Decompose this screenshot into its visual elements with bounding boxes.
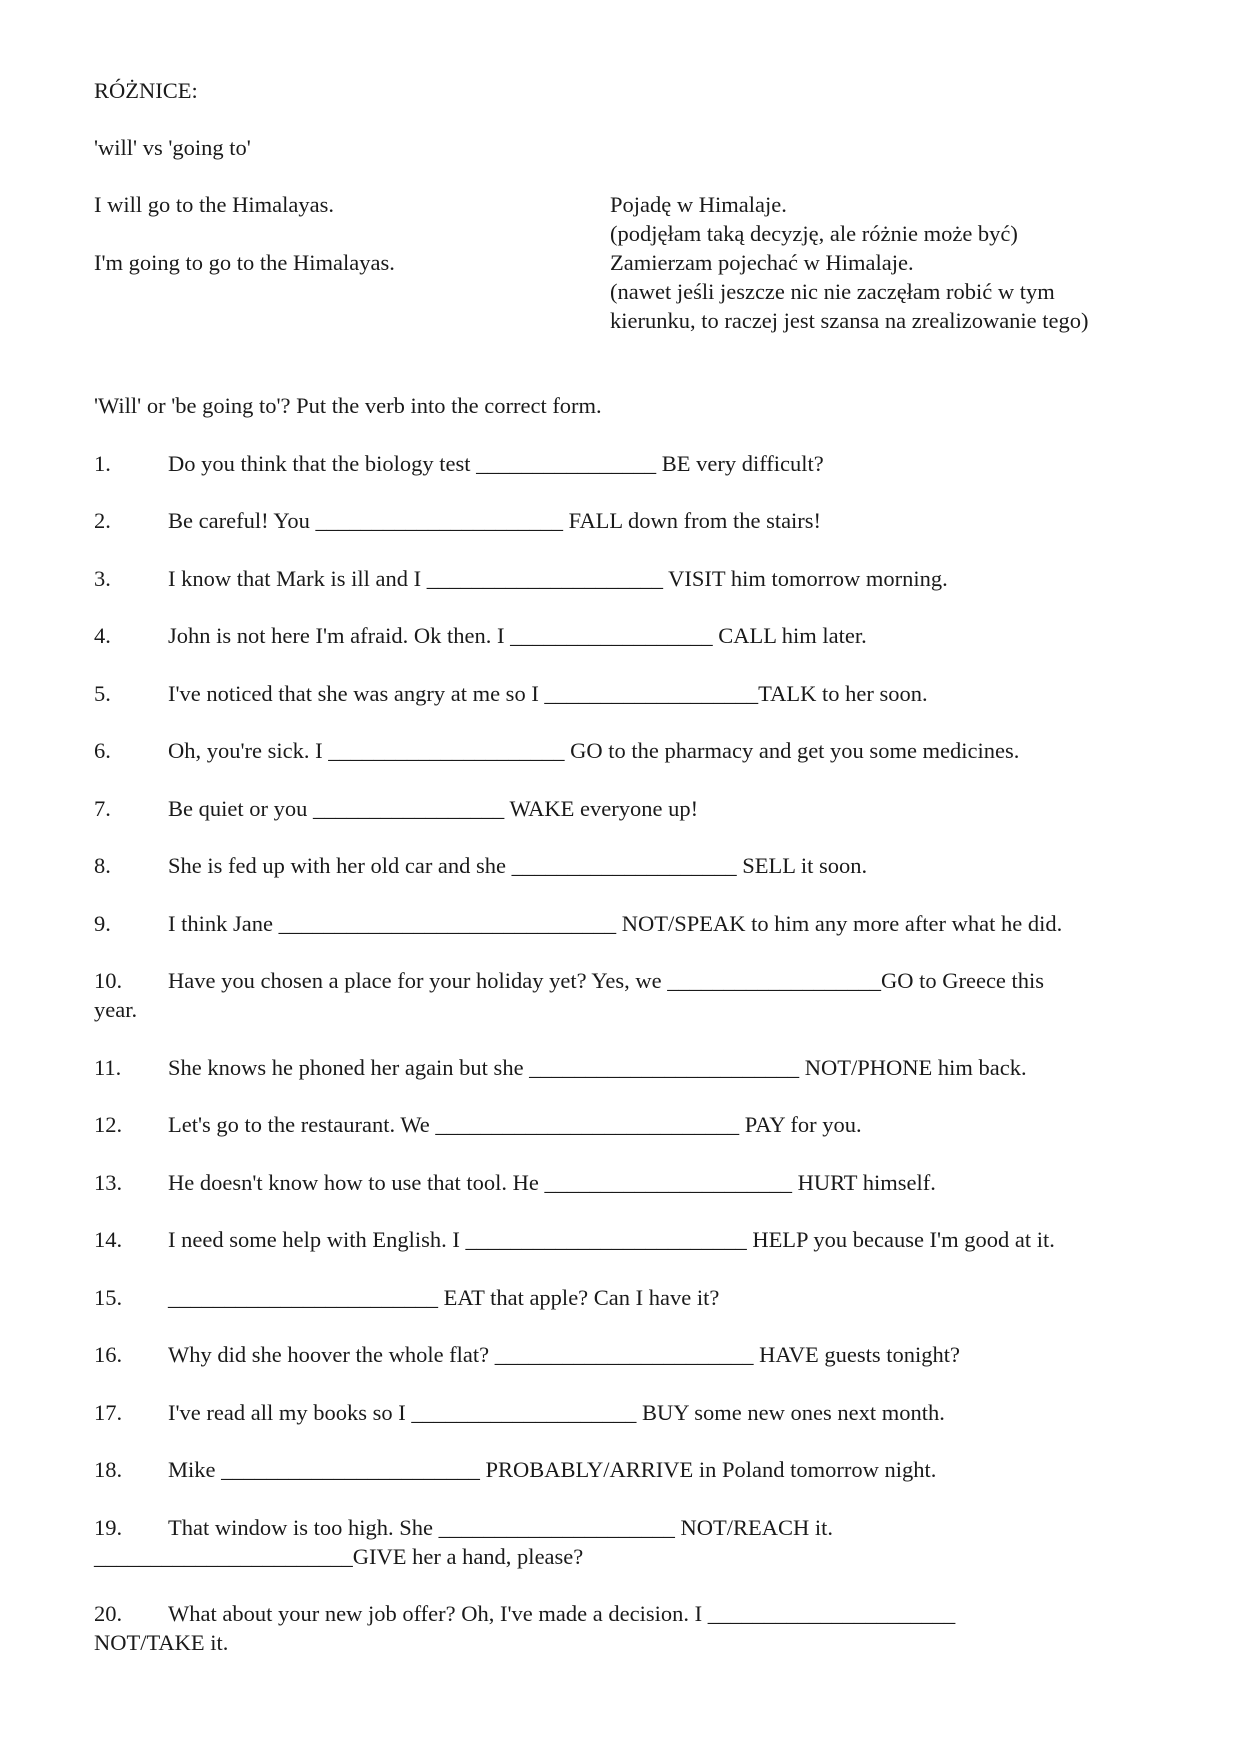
exercise-text: John is not here I'm afraid. Ok then. I __________________ CALL him later. <box>168 623 867 648</box>
exercise-number: 8. <box>94 853 111 878</box>
exercise-number: 2. <box>94 508 111 533</box>
exercise-text: I need some help with English. I _________________________ HELP you because I'm good at it. <box>168 1227 1055 1252</box>
exercise-text: I know that Mark is ill and I _____________________ VISIT him tomorrow morning. <box>168 566 948 591</box>
exercise-number: 20. <box>94 1601 123 1626</box>
exercise-text: He doesn't know how to use that tool. He ______________________ HURT himself. <box>168 1170 936 1195</box>
exercise-number: 4. <box>94 623 111 648</box>
exercise-text: I think Jane ______________________________ NOT/SPEAK to him any more after what he did. <box>168 911 1063 936</box>
exercise-text-continued: _______________________GIVE her a hand, please? <box>94 1544 584 1569</box>
exercise-number: 12. <box>94 1112 123 1137</box>
exercise-text: Be quiet or you _________________ WAKE everyone up! <box>168 796 699 821</box>
exercise-text: Be careful! You ______________________ FALL down from the stairs! <box>168 508 822 533</box>
exercise-text: Mike _______________________ PROBABLY/ARRIVE in Poland tomorrow night. <box>168 1457 937 1482</box>
translation-line: (podjęłam taką decyzję, ale różnie może być) <box>610 221 1018 246</box>
exercise-text: I've read all my books so I ____________________ BUY some new ones next month. <box>168 1400 945 1425</box>
exercise-number: 3. <box>94 566 111 591</box>
translation-line: Pojadę w Himalaje. <box>610 192 787 217</box>
translation-line: (nawet jeśli jeszcze nic nie zaczęłam robić w tym <box>610 279 1055 304</box>
translation-line: kierunku, to raczej jest szansa na zrealizowanie tego) <box>610 308 1089 333</box>
exercise-text-continued: year. <box>94 997 138 1022</box>
exercise-text: Do you think that the biology test ________________ BE very difficult? <box>168 451 824 476</box>
exercise-number: 9. <box>94 911 111 936</box>
exercise-number: 16. <box>94 1342 123 1367</box>
exercise-text: Let's go to the restaurant. We ___________________________ PAY for you. <box>168 1112 862 1137</box>
translation-line: Zamierzam pojechać w Himalaje. <box>610 250 914 275</box>
exercise-text-continued: NOT/TAKE it. <box>94 1630 229 1655</box>
exercise-number: 17. <box>94 1400 123 1425</box>
section-subheading: 'will' vs 'going to' <box>94 135 251 160</box>
exercise-text: She is fed up with her old car and she ____________________ SELL it soon. <box>168 853 868 878</box>
exercise-number: 18. <box>94 1457 123 1482</box>
exercise-text: What about your new job offer? Oh, I've made a decision. I ______________________ <box>168 1601 956 1626</box>
section-heading: RÓŻNICE: <box>94 78 198 103</box>
exercise-number: 1. <box>94 451 111 476</box>
exercise-text: Oh, you're sick. I _____________________ GO to the pharmacy and get you some medicines. <box>168 738 1020 763</box>
exercise-number: 10. <box>94 968 123 993</box>
exercise-text: She knows he phoned her again but she ________________________ NOT/PHONE him back. <box>168 1055 1027 1080</box>
exercise-number: 13. <box>94 1170 123 1195</box>
exercise-number: 14. <box>94 1227 123 1252</box>
exercise-text: Have you chosen a place for your holiday yet? Yes, we ___________________GO to Greece this <box>168 968 1045 993</box>
exercise-number: 6. <box>94 738 111 763</box>
exercise-text: Why did she hoover the whole flat? _______________________ HAVE guests tonight? <box>168 1342 960 1367</box>
exercise-number: 11. <box>94 1055 122 1080</box>
exercise-number: 15. <box>94 1285 123 1310</box>
exercise-text: ________________________ EAT that apple? Can I have it? <box>168 1285 720 1310</box>
exercise-number: 19. <box>94 1515 123 1540</box>
exercise-text: That window is too high. She _____________________ NOT/REACH it. <box>168 1515 833 1540</box>
exercise-number: 7. <box>94 796 111 821</box>
example-going-to-en: I'm going to go to the Himalayas. <box>94 250 395 275</box>
example-will-en: I will go to the Himalayas. <box>94 192 334 217</box>
exercise-instruction: 'Will' or 'be going to'? Put the verb into the correct form. <box>94 393 602 418</box>
exercise-text: I've noticed that she was angry at me so I ___________________TALK to her soon. <box>168 681 928 706</box>
exercise-number: 5. <box>94 681 111 706</box>
